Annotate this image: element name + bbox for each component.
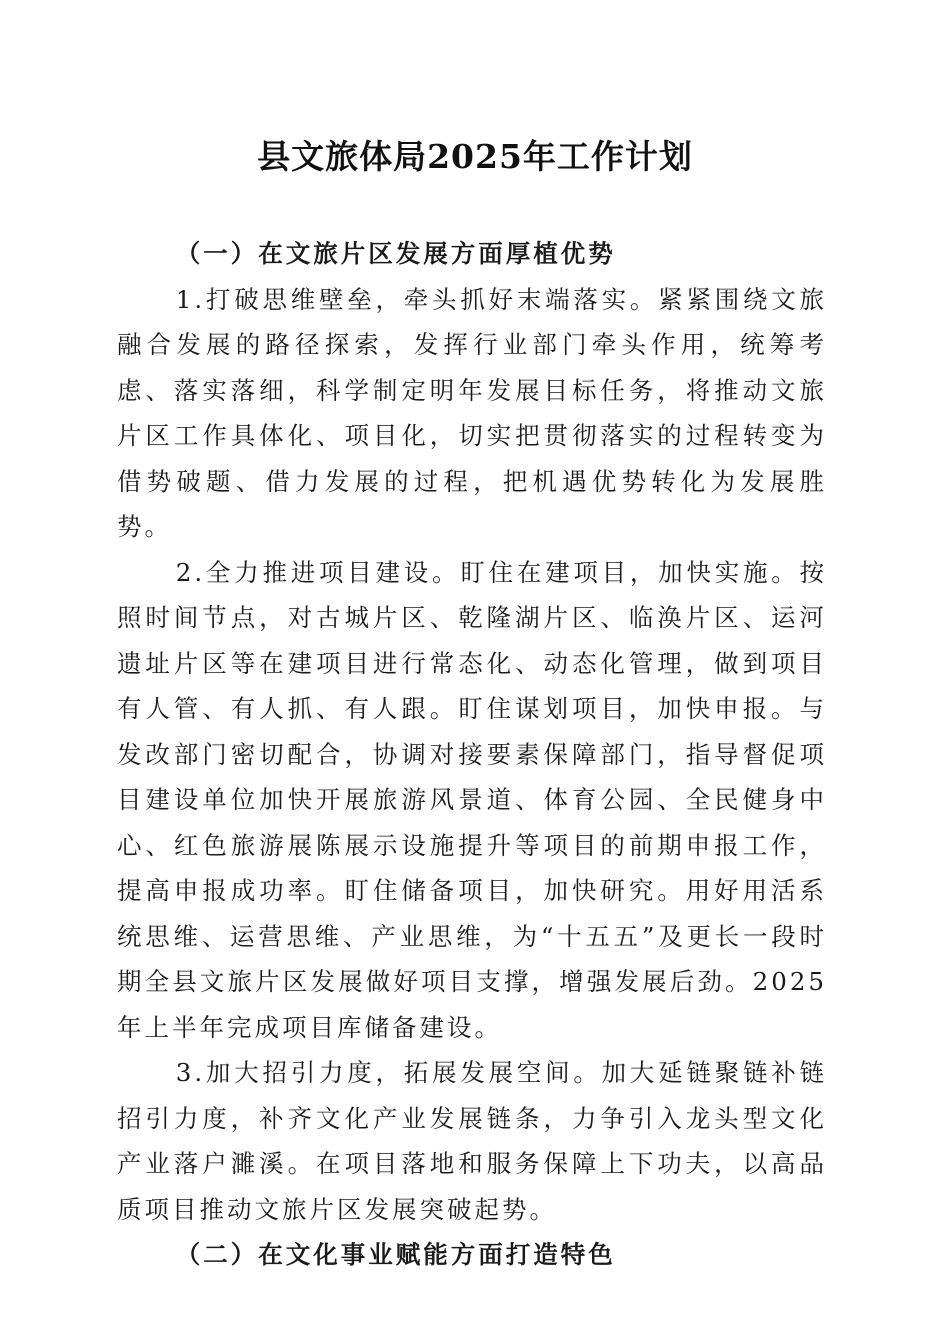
paragraph-item-3: 3.加大招引力度，拓展发展空间。加大延链聚链补链招引力度，补齐文化产业发展链条，力争引入龙头型文化产业落户濉溪。在项目落地和服务保障上下功夫，以高品质项目推动文旅片区发展突破起势。 [117, 1058, 827, 1224]
paragraph-item-1: 1.打破思维壁垒，牵头抓好末端落实。紧紧围绕文旅融合发展的路径探索，发挥行业部门牵头作用，统筹考虑、落实落细，科学制定明年发展目标任务，将推动文旅片区工作具体化、项目化，切实把贯彻落实的过程转变为借势破题、借力发展的过程，把机遇优势转化为发展胜势。 [117, 284, 827, 541]
paragraph-item-2: 2.全力推进项目建设。盯住在建项目，加快实施。按照时间节点，对古城片区、乾隆湖片区、临涣片区、运河遗址片区等在建项目进行常态化、动态化管理，做到项目有人管、有人抓、有人跟。盯住谋划项目，加快申报。与发改部门密切配合，协调对接要素保障部门，指导督促项目建设单位加快开展旅游风景道、体育公园、全民健身中心、红色旅游展陈展示设施提升等项目的前期申报工作，提高申报成功率。盯住储备项目，加快研究。用好用活系统思维、运营思维、产业思维，为“十五五”及更长一段时期全县文旅片区发展做好项目支撑，增强发展后劲。2025年上半年完成项目库储备建设。 [117, 557, 827, 1042]
section-heading-1: （一）在文旅片区发展方面厚植优势 [175, 239, 616, 268]
section-heading-2: （二）在文化事业赋能方面打造特色 [175, 1240, 616, 1269]
document-title: 县文旅体局2025年工作计划 [257, 137, 693, 176]
document-body [117, 231, 827, 1278]
